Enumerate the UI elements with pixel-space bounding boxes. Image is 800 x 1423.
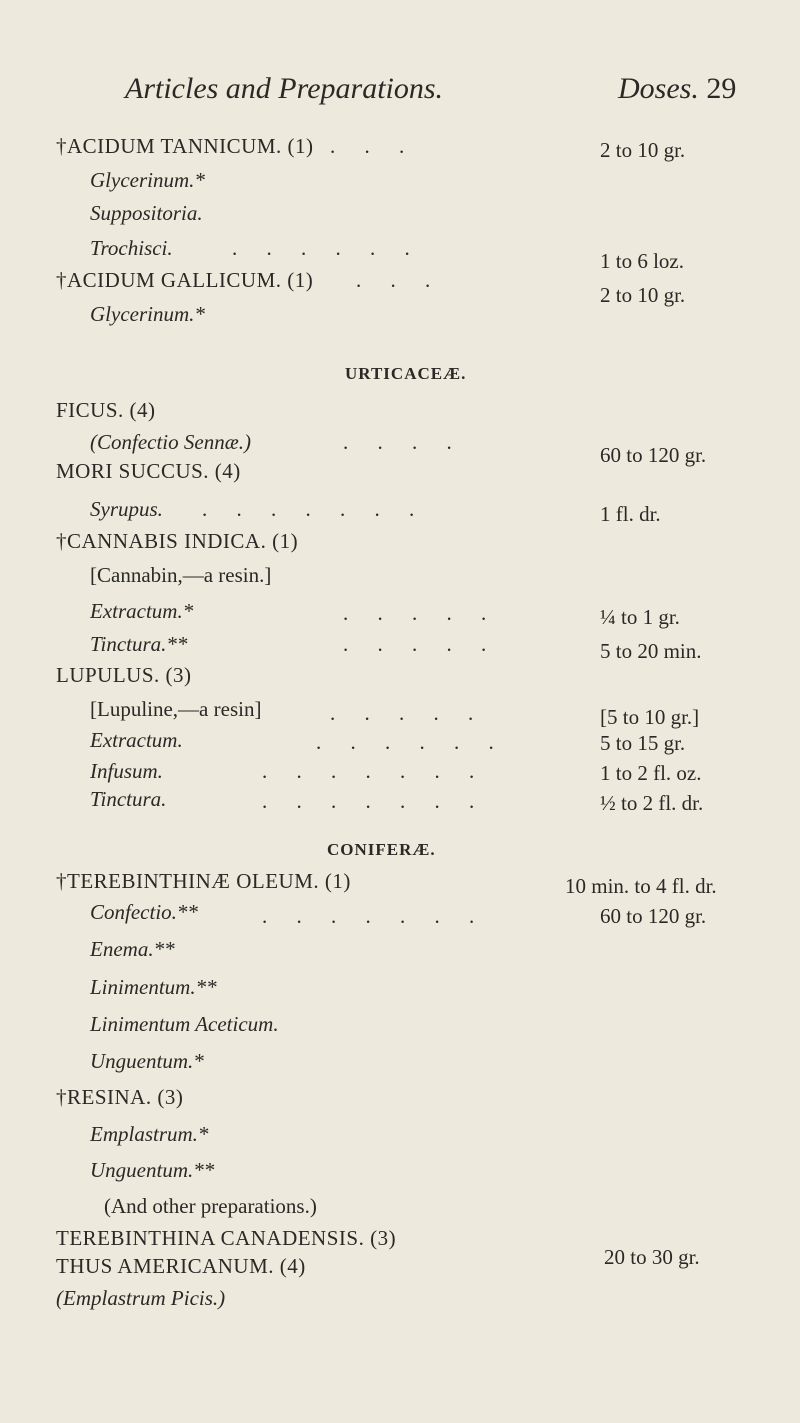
leader-dots: . . . (330, 134, 417, 158)
entry-infusum: Infusum. (90, 759, 163, 783)
entry-unguentum: Unguentum.** (90, 1158, 215, 1182)
entry-confectio: Confectio.** (90, 900, 198, 924)
section-heading-coniferae: CONIFERÆ. (327, 840, 436, 859)
dose-thus-americanum: 20 to 30 gr. (604, 1245, 700, 1269)
entry-cannabin: [Cannabin,—a resin.] (90, 563, 272, 587)
entry-syrupus: Syrupus. (90, 497, 163, 521)
entry-glycerinum: Glycerinum.* (90, 168, 205, 192)
dose-acidum-gallicum: 2 to 10 gr. (600, 283, 686, 307)
entry-acidum-tannicum: †ACIDUM TANNICUM. (1) (56, 134, 314, 158)
entry-extractum: Extractum.* (90, 599, 194, 623)
entry-suppositoria: Suppositoria. (90, 201, 203, 225)
dose-tinctura: 5 to 20 min. (600, 639, 702, 663)
leader-dots: . . . . . . . (262, 789, 487, 813)
page-number: 29 (706, 72, 737, 105)
entry-terebinthinae-oleum: †TEREBINTHINÆ OLEUM. (1) (56, 869, 351, 893)
entry-confectio-sennae: (Confectio Sennæ.) (90, 430, 251, 454)
entry-terebinthina-canadensis: TEREBINTHINA CANADENSIS. (3) (56, 1226, 397, 1250)
leader-dots: . . . . (343, 430, 464, 454)
dose-terebinthinae-oleum: 10 min. to 4 fl. dr. (565, 874, 717, 898)
entry-mori-succus: MORI SUCCUS. (4) (56, 459, 241, 483)
leader-dots: . . . . . (343, 601, 499, 625)
leader-dots: . . . . . (343, 632, 499, 656)
dose-extractum: ¼ to 1 gr. (600, 605, 680, 629)
dose-lupuline: [5 to 10 gr.] (600, 705, 700, 729)
dose-trochisci: 1 to 6 loz. (600, 249, 684, 273)
leader-dots: . . . . . . (232, 236, 422, 260)
entry-extractum: Extractum. (90, 728, 183, 752)
leader-dots: . . . . . . . (262, 759, 487, 783)
entry-linimentum-aceticum: Linimentum Aceticum. (90, 1012, 279, 1036)
entry-tinctura: Tinctura. (90, 787, 167, 811)
dose-infusum: 1 to 2 fl. oz. (600, 761, 702, 785)
doses-column-title: Doses. (618, 72, 699, 105)
entry-enema: Enema.** (90, 937, 175, 961)
doses-head (618, 72, 736, 106)
entry-lupulus: LUPULUS. (3) (56, 663, 192, 687)
entry-other-preparations: (And other preparations.) (104, 1194, 317, 1218)
entry-emplastrum: Emplastrum.* (90, 1122, 209, 1146)
leader-dots: . . . . . (330, 701, 486, 725)
leader-dots: . . . . . . . (202, 497, 427, 521)
running-head: Articles and Preparations. (125, 72, 444, 105)
leader-dots: . . . . . . . (262, 904, 487, 928)
dose-extractum: 5 to 15 gr. (600, 731, 686, 755)
section-heading-urticaceae: URTICACEÆ. (345, 364, 467, 383)
dose-confectio-sennae: 60 to 120 gr. (600, 443, 707, 467)
dose-syrupus: 1 fl. dr. (600, 502, 661, 526)
leader-dots: . . . (356, 268, 443, 292)
dose-acidum-tannicum: 2 to 10 gr. (600, 138, 686, 162)
entry-lupuline: [Lupuline,—a resin] (90, 697, 262, 721)
entry-cannabis-indica: †CANNABIS INDICA. (1) (56, 529, 299, 553)
dose-confectio: 60 to 120 gr. (600, 904, 707, 928)
entry-acidum-gallicum: †ACIDUM GALLICUM. (1) (56, 268, 314, 292)
entry-emplastrum-picis: (Emplastrum Picis.) (56, 1286, 226, 1310)
dose-tinctura: ½ to 2 fl. dr. (600, 791, 704, 815)
entry-linimentum: Linimentum.** (90, 975, 217, 999)
entry-glycerinum: Glycerinum.* (90, 302, 205, 326)
entry-unguentum: Unguentum.* (90, 1049, 204, 1073)
entry-resina: †RESINA. (3) (56, 1085, 184, 1109)
entry-trochisci: Trochisci. (90, 236, 173, 260)
entry-ficus: FICUS. (4) (56, 398, 156, 422)
leader-dots: . . . . . . (316, 730, 506, 754)
entry-tinctura: Tinctura.** (90, 632, 188, 656)
entry-thus-americanum: THUS AMERICANUM. (4) (56, 1254, 306, 1278)
